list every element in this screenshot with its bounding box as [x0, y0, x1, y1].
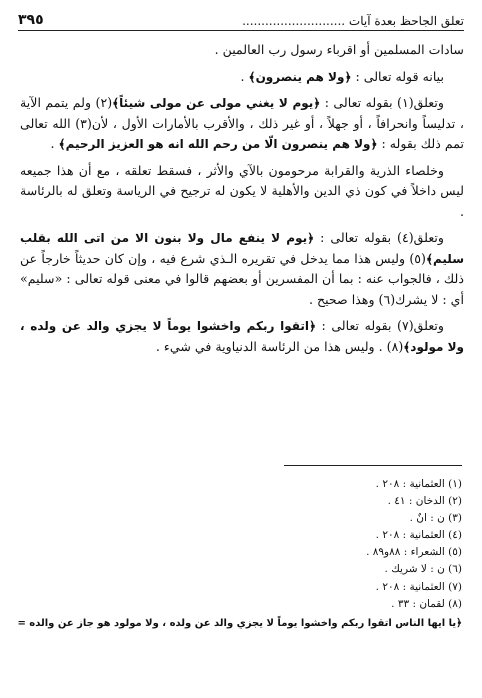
- running-title: تعلق الجاحظ بعدة آيات ...........................: [242, 14, 464, 28]
- quran-quote: ﴿ولا هم ينصرون﴾: [248, 69, 352, 84]
- footnotes: [18, 476, 462, 632]
- footnote-rule: [284, 465, 462, 466]
- paragraph-2-text: بيانه قوله تعالى :: [351, 68, 444, 84]
- main-text: [20, 40, 464, 363]
- paragraph-3-c: .: [50, 136, 59, 151]
- paragraph-2-tail: .: [240, 68, 249, 84]
- paragraph-6: [20, 316, 464, 357]
- quran-quote: ﴿ولا هم ينصرون الّا من رحم الله انه هو العزيز الرحيم﴾: [58, 137, 378, 151]
- footnote-1: (١) العثمانية : ٢٠٨ .: [375, 478, 462, 490]
- paragraph-5-b: (٥) وليس هذا مما يدخل في تقريره الـذي شرع فيه ، وإن كان حديثاً خارجاً عن ذلك ، فالجواب عنه : بما أن المفسرين أو بعضهم قالوا في معنى قوله تعالى : «سليم» أي : لا يشرك(٦) وهذا صحيح .: [20, 250, 464, 307]
- paragraph-4: وخلصاء الذرية والقرابة مرحومون بالآي والأثر ، فسقط تعلقه ، مع أن هذا جميعه ليس داخلاً في كون ذي الدين والأهلية لا يكون له ترجيح في الرياسة وتعلق له بالرئاسة .: [20, 162, 464, 219]
- paragraph-5: [20, 228, 464, 310]
- footnote-2: (٢) الدخان : ٤١ .: [387, 495, 462, 508]
- paragraph-1: سادات المسلمين أو اقرباء رسول رب العالمين .: [214, 42, 464, 57]
- footnote-5: (٥) الشعراء : ٨٨و٨٩ .: [366, 546, 462, 559]
- paragraph-3-a: وتعلق(١) بقوله تعالى :: [320, 95, 444, 110]
- footnote-8: (٨) لقمان : ٣٣ .: [391, 597, 462, 610]
- footnote-3: (٣) ن : انٌ .: [409, 512, 462, 525]
- footnote-continuation: ﴿يا ايها الناس اتقوا ربكم واخشوا يوماً لا يجزي والد عن ولده ، ولا مولود هو جاز عن والده =: [17, 617, 462, 629]
- quran-quote: ﴿يوم لا ينفع مال ولا بنون الا من اتى الله بقلب سليم﴾: [20, 231, 464, 266]
- footnote-6: (٦) ن : لا شريك .: [384, 563, 462, 576]
- footnote-7: (٧) العثمانية : ٢٠٨ .: [375, 580, 462, 593]
- page-header: [18, 6, 464, 28]
- paragraph-6-b: (٨) . وليس هذا من الرئاسة الدنياوية في شيء .: [155, 338, 404, 354]
- paragraph-5-a: وتعلق(٤) بقوله تعالى :: [314, 230, 444, 245]
- paragraph-2: [20, 67, 464, 88]
- paragraph-3: [20, 93, 464, 155]
- header-rule: [18, 30, 464, 31]
- paragraph-6-a: وتعلق(٧) بقوله تعالى :: [316, 318, 444, 333]
- paragraph-3-b: (٢) ولم يتمم الآية ، تدليساً وانحرافاً ، أو جهلاً ، أو غير ذلك ، والأقرب بالأمارات الأول ، لأن(٣) الله تعالى تمم ذلك بقوله :: [20, 95, 464, 151]
- page-number: ٣٩٥: [18, 12, 44, 28]
- quran-quote: ﴿اتقوا ربكم واخشوا يوماً لا يجزي والد عن ولده ، ولا مولود﴾: [20, 319, 464, 354]
- quran-quote: ﴿يوم لا يغني مولى عن مولى شيئاً﴾: [112, 96, 321, 110]
- footnote-4: (٤) العثمانية : ٢٠٨ .: [375, 529, 462, 542]
